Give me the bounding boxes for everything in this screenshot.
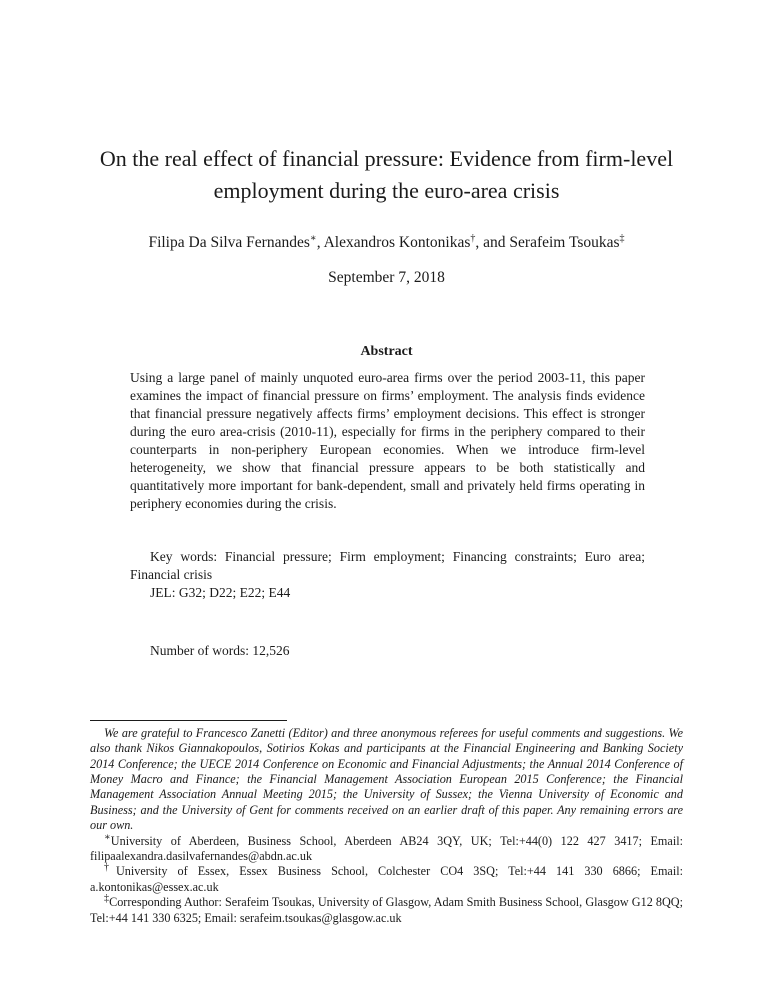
affiliation-text: Corresponding Author: Serafeim Tsoukas, University of Glasgow, Adam Smith Business School, Glasgow G12 8QQ; Tel:+44 141 330 6325; Email: serafeim.tsoukas@glasgow.ac.uk [90, 895, 683, 925]
author-footnote-marker: † [470, 232, 476, 244]
author-name: Filipa Da Silva Fernandes [148, 233, 310, 251]
authors-line [0, 234, 773, 252]
author-footnote-marker: ∗ [309, 232, 317, 244]
acknowledgements-footnote [90, 726, 683, 834]
footnote-marker: ‡ [104, 893, 110, 905]
footnote-marker: † [104, 862, 116, 874]
affiliation-footnote [90, 831, 683, 865]
keywords-line: Key words: Financial pressure; Firm employment; Financing constraints; Euro area; Financial crisis [130, 548, 645, 582]
jel-line: JEL: G32; D22; E22; E44 [150, 584, 291, 600]
affiliation-footnote [90, 864, 683, 895]
affiliation-footnote [90, 895, 683, 926]
footnote-marker: ∗ [104, 831, 111, 843]
author-footnote-marker: ‡ [619, 232, 625, 244]
abstract-heading: Abstract [360, 343, 413, 359]
affiliation-text: University of Essex, Essex Business School, Colchester CO4 3SQ; Tel:+44 141 330 6866; Email: a.kontonikas@essex.ac.uk [90, 864, 683, 894]
acknowledgements-text: We are grateful to Francesco Zanetti (Editor) and three anonymous referees for useful comments and suggestions. We also thank Nikos Giannakopoulos, Sotirios Kokas and participants at the Financial Engineering and Banking Society 2014 Conference; the UECE 2014 Conference on Economic and Financial Adjustments; the Annual 2014 Conference of Money Macro and Finance; the Financial Management Association European 2015 Conference; the Financial Management Association Annual Meeting 2015; the University of Sussex; the Vienna University of Economic and Business; and the University of Gent for comments received on an earlier draft of this paper. Any remaining errors are our own. [90, 725, 683, 833]
author-separator: , [316, 233, 324, 251]
author-separator: , and [475, 233, 510, 251]
affiliation-text: University of Aberdeen, Business School, Aberdeen AB24 3QY, UK; Tel:+44(0) 122 427 3417; Email: filipaalexandra.dasilvafernandes@abdn.ac.uk [90, 833, 683, 864]
word-count-line: Number of words: 12,526 [150, 642, 290, 658]
footnote-rule [90, 720, 287, 721]
footnotes-section [90, 726, 683, 926]
author-name: Serafeim Tsoukas [509, 233, 620, 251]
abstract-body: Using a large panel of mainly unquoted euro-area firms over the period 2003-11, this paper examines the impact of financial pressure on firms’ employment. The analysis finds evidence that financial pressure negatively affects firms’ employment decisions. This effect is stronger during the euro area-crisis (2010-11), especially for firms in the periphery compared to their counterparts in non-periphery European economies. When we introduce firm-level heterogeneity, we show that financial pressure appears to be both statistically and quantitatively more important for bank-dependent, small and privately held firms operating in periphery economies during the crisis. [130, 369, 645, 511]
paper-title: On the real effect of financial pressure: Evidence from firm-level employment during the euro-area crisis [99, 146, 674, 203]
paper-date: September 7, 2018 [328, 268, 445, 286]
author-name: Alexandros Kontonikas [323, 233, 471, 251]
